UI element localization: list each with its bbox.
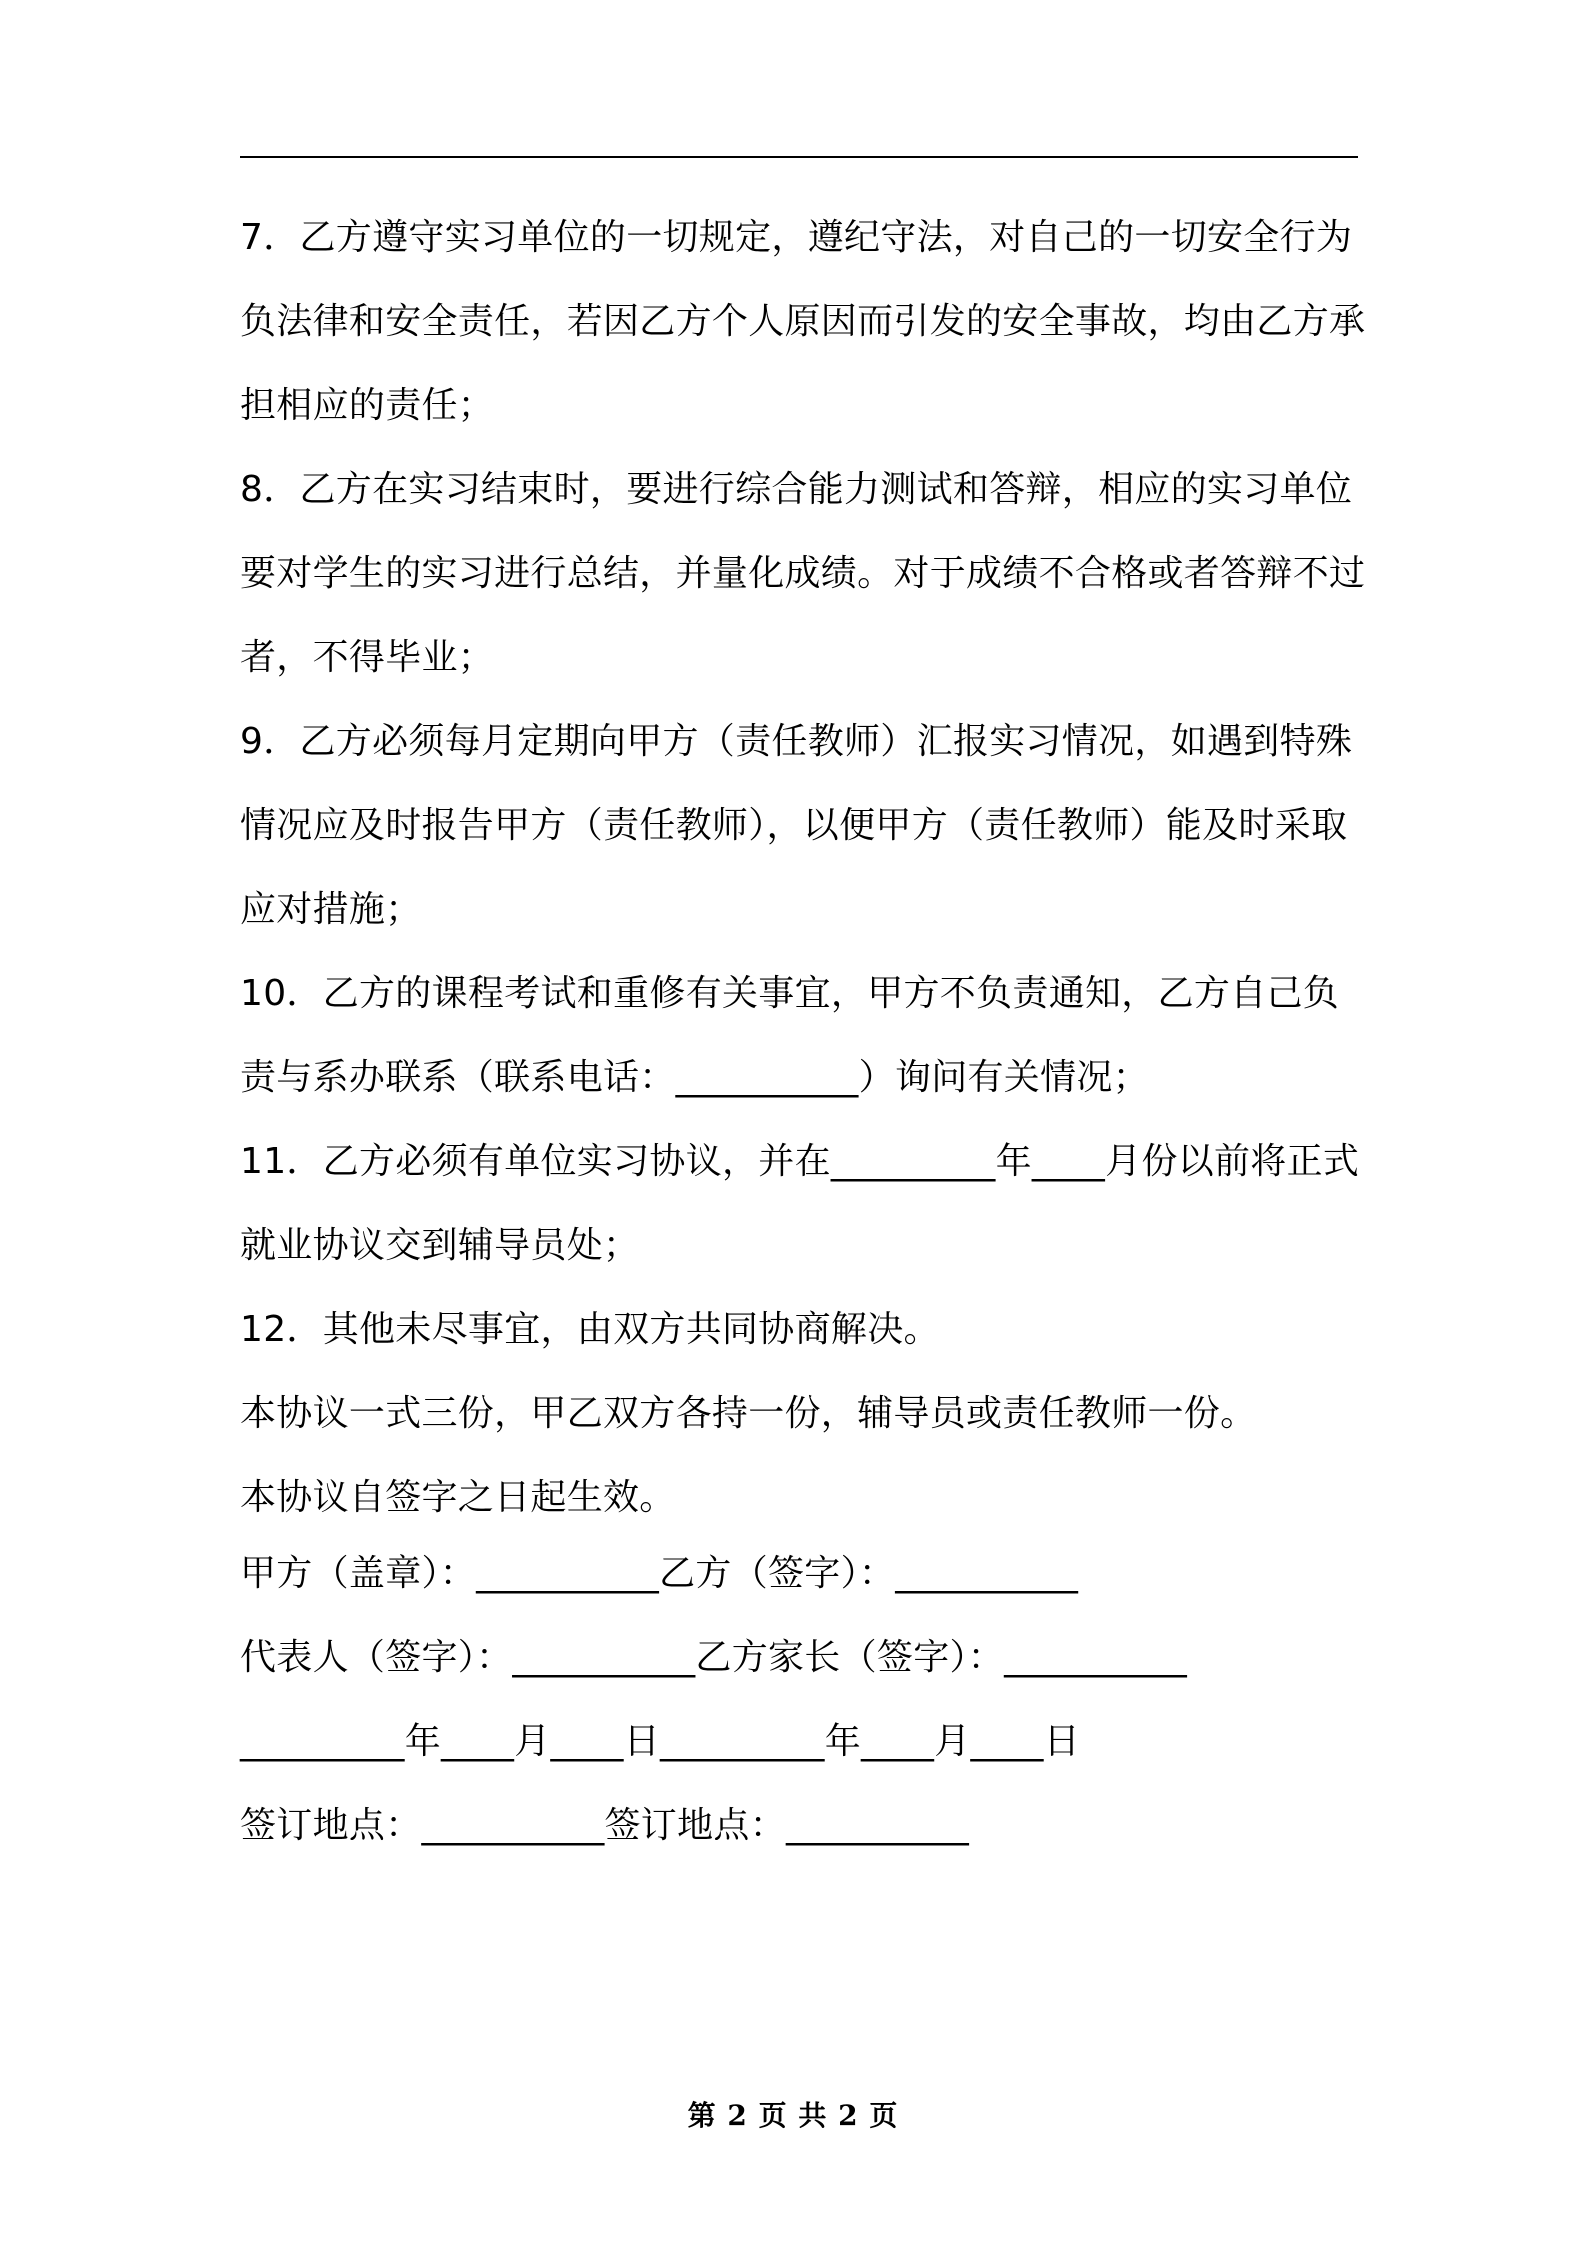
copies-statement: 本协议一式三份，甲乙双方各持一份，辅导员或责任教师一份。 [240, 1393, 1257, 1434]
document-body [240, 196, 1370, 1540]
clause-9: 9．乙方必须每月定期向甲方（责任教师）汇报实习情况，如遇到特殊情况应及时报告甲方（责任教师），以便甲方（责任教师）能及时采取应对措施； [240, 721, 1353, 930]
clause-11: 11．乙方必须有单位实习协议，并在_________年____月份以前将正式就业协议交到辅导员处； [240, 1141, 1360, 1266]
clause-10: 10．乙方的课程考试和重修有关事宜，甲方不负责通知，乙方自己负责与系办联系（联系电话：__________）询问有关情况； [240, 973, 1340, 1098]
clause-8: 8．乙方在实习结束时，要进行综合能力测试和答辩，相应的实习单位要对学生的实习进行总结，并量化成绩。对于成绩不合格或者答辩不过者，不得毕业； [240, 469, 1366, 678]
effective-statement: 本协议自签字之日起生效。 [240, 1477, 676, 1518]
signature-location-line: 签订地点：__________签订地点：__________ [240, 1805, 969, 1846]
signature-block [240, 1532, 1370, 1868]
clause-12: 12．其他未尽事宜，由双方共同协商解决。 [240, 1309, 940, 1350]
signature-representative-line: 代表人（签字）：__________乙方家长（签字）：__________ [240, 1637, 1188, 1678]
signature-party-line: 甲方（盖章）：__________乙方（签字）：__________ [240, 1553, 1079, 1594]
header-rule [240, 156, 1358, 158]
signature-date-line: _________年____月____日_________年____月____日 [240, 1721, 1080, 1762]
page-number-footer: 第 2 页 共 2 页 [687, 2099, 899, 2132]
clause-7: 7．乙方遵守实习单位的一切规定，遵纪守法，对自己的一切安全行为负法律和安全责任，若因乙方个人原因而引发的安全事故，均由乙方承担相应的责任； [240, 217, 1366, 426]
